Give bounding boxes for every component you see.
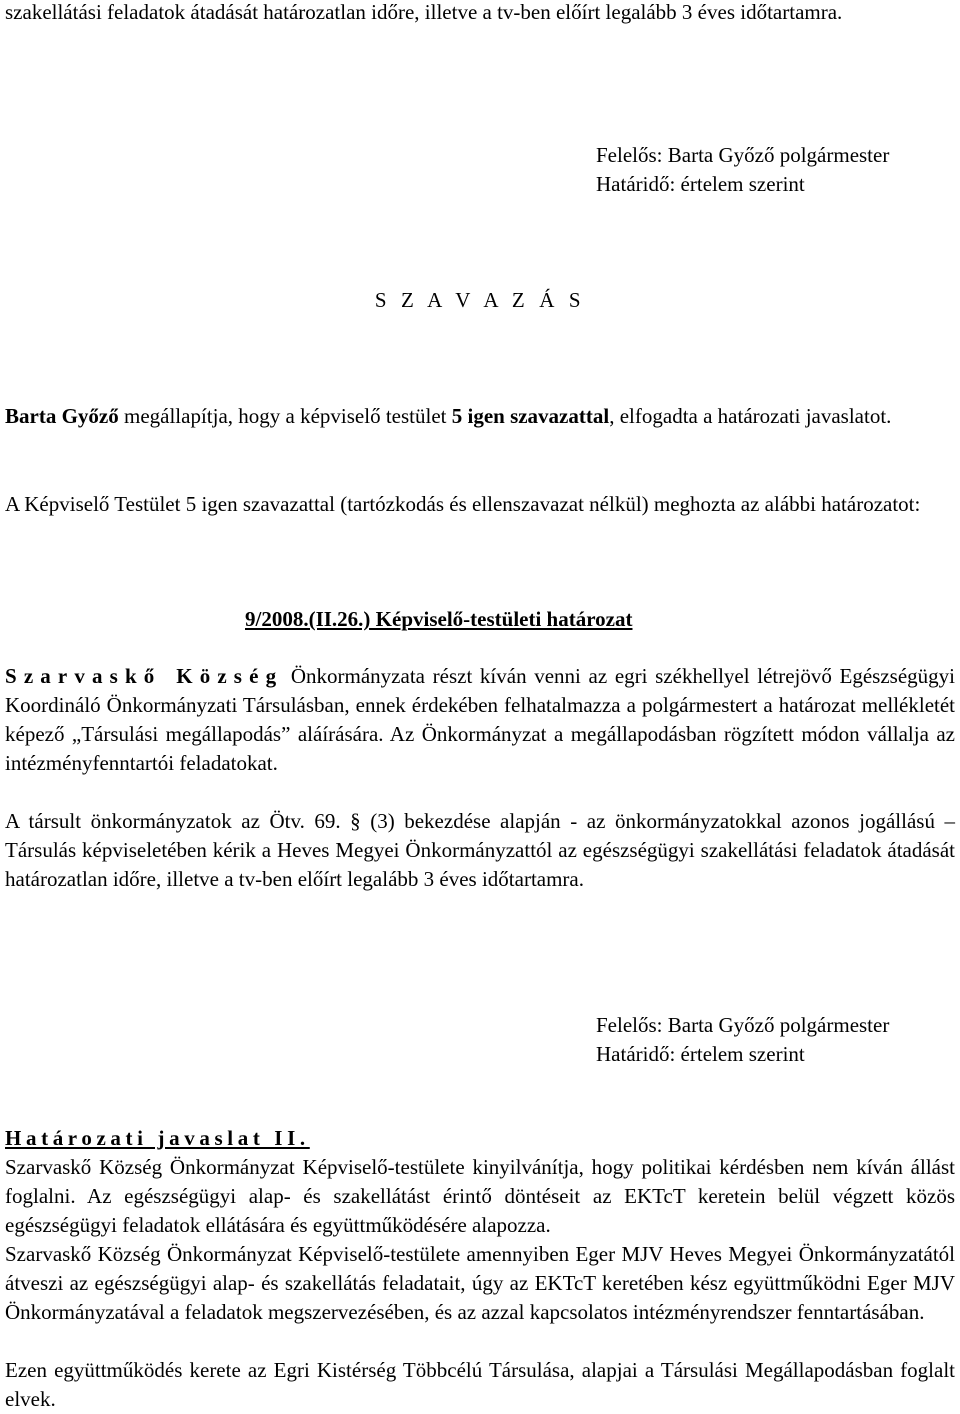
- decision-intro: A Képviselő Testület 5 igen szavazattal (tartózkodás és ellenszavazat nélkül) meghozta az alábbi határozatot:: [5, 492, 921, 516]
- vote-statement-part2: , elfogadta a határozati javaslatot.: [609, 404, 892, 428]
- vote-count: 5 igen szavazattal: [451, 404, 610, 428]
- municipality-name: Szarvaskő Község: [5, 664, 284, 688]
- proposal-paragraph-3: Ezen együttműködés kerete az Egri Kistérség Többcélú Társulása, alapjai a Társulási Megállapodásban foglalt elvek.: [5, 1358, 955, 1411]
- vote-statement: [5, 402, 955, 431]
- proposal-paragraph-2: Szarvaskő Község Önkormányzat Képviselő-testülete amennyiben Eger MJV Heves Megyei Önkormányzatától átveszi az egészségügyi alap- és szakellátás feladatait, úgy az EKTcT keretében kész együttműködni Eger MJV Önkormányzatával a feladatok megszervezésében, és az azzal kapcsolatos intézményrendszer fenntartásában.: [5, 1242, 955, 1324]
- deadline-line-2: Határidő: értelem szerint: [596, 1042, 805, 1066]
- resolution-text: Önkormányzata részt kíván venni az egri székhellyel létrejövő Egészségügyi Koordináló Önkormányzati Társulásban, ennek érdekében felhatalmazza a polgármestert a határozat mellékletét képező „Társulási megállapodás” aláírására. Az Önkormányzat a megállapodásban rögzített módon vállalja az intézményfenntartói feladatokat.: [5, 664, 956, 775]
- mayor-name: Barta Győző: [5, 404, 119, 428]
- deadline-line-1: Határidő: értelem szerint: [596, 172, 805, 196]
- resolution-body: [5, 662, 955, 778]
- responsible-line-2: Felelős: Barta Győző polgármester: [596, 1013, 890, 1037]
- proposal-paragraph-1: Szarvaskő Község Önkormányzat Képviselő-testülete kinyilvánítja, hogy politikai kérdésben nem kíván állást foglalni. Az egészségügyi alap- és szakellátást érintő döntéseit az EKTcT keretein belül végzett közös egészségügyi feladatok ellátására és együttműködésére alapozza.: [5, 1155, 955, 1237]
- resolution-body-2: A társult önkormányzatok az Ötv. 69. § (3) bekezdése alapján - az önkormányzatokkal azonos jogállású – Társulás képviseletében kérik a Heves Megyei Önkormányzattól az egészségügyi szakellátási feladatok átadását határozatlan időre, illetve a tv-ben előírt legalább 3 éves időtartamra.: [5, 809, 955, 891]
- top-paragraph: szakellátási feladatok átadását határozatlan időre, illetve a tv-ben előírt legalább 3 éves időtartamra.: [5, 0, 843, 24]
- proposal-heading: Határozati javaslat II.: [5, 1126, 310, 1150]
- vote-heading: S Z A V A Z Á S: [374, 288, 586, 312]
- resolution-title: 9/2008.(II.26.) Képviselő-testületi határozat: [245, 607, 633, 631]
- responsible-line-1: Felelős: Barta Győző polgármester: [596, 143, 890, 167]
- vote-statement-part1: megállapítja, hogy a képviselő testület: [118, 404, 452, 428]
